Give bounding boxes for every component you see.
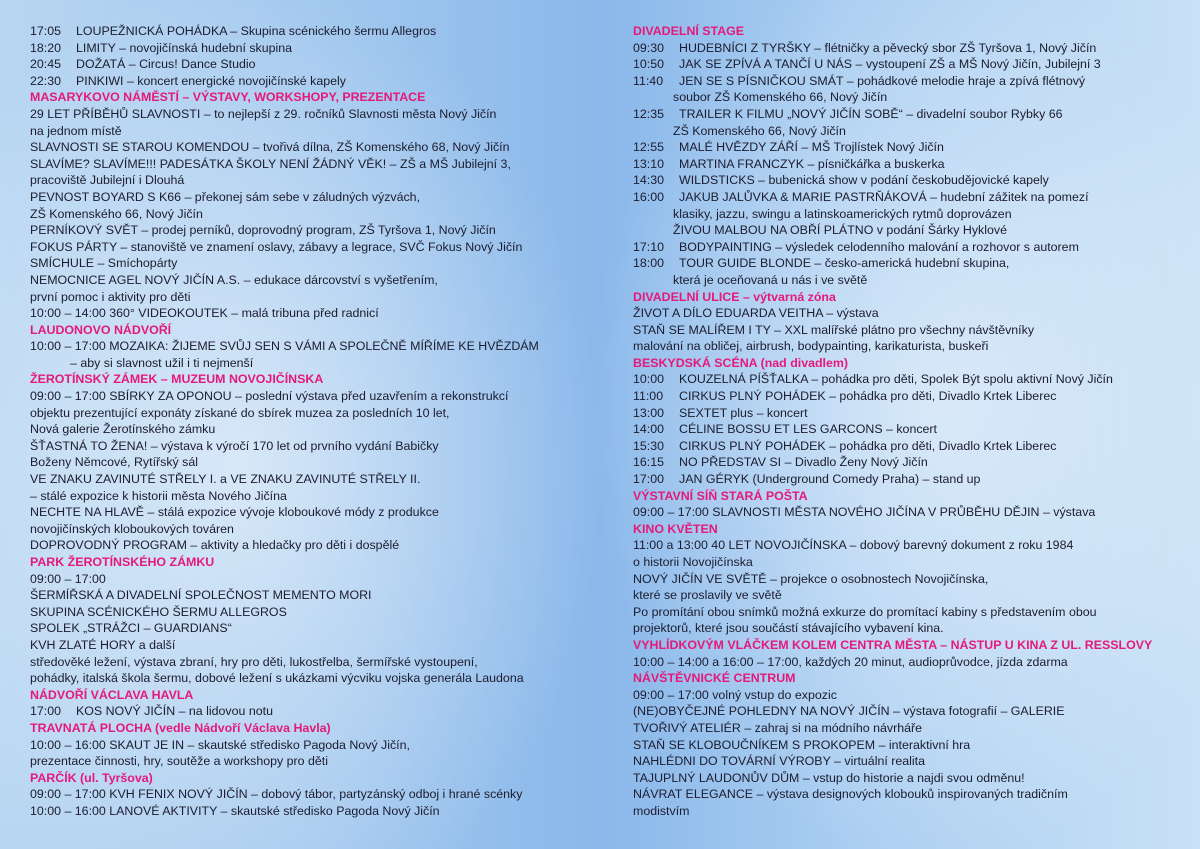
program-text: MALÉ HVĚZDY ZÁŘÍ – MŠ Trojlístek Nový Jičín xyxy=(679,140,944,155)
program-text: 09:00 – 17:00 volný vstup do expozic xyxy=(633,687,837,702)
program-item xyxy=(30,189,590,206)
program-item xyxy=(30,620,590,637)
program-item xyxy=(30,255,590,272)
program-text: TRAILER K FILMU „NOVÝ JIČÍN SOBĚ“ – divadelní soubor Rybky 66 xyxy=(679,106,1063,121)
section-heading: PARČÍK (ul. Tyršova) xyxy=(30,770,153,785)
program-text: které se proslavily ve světě xyxy=(633,588,782,603)
program-item xyxy=(633,123,1173,140)
program-item xyxy=(30,56,590,73)
section-heading: DIVADELNÍ ULICE – výtvarná zóna xyxy=(633,289,836,304)
program-item xyxy=(30,272,590,289)
section-heading: VYHLÍDKOVÝM VLÁČKEM KOLEM CENTRA MĚSTA – NÁSTUP U KINA Z UL. RESSLOVY xyxy=(633,637,1153,652)
program-text: o historii Novojičínska xyxy=(633,555,753,569)
program-text: NO PŘEDSTAV SI – Divadlo Ženy Nový Jičín xyxy=(679,455,928,470)
section-heading: BESKYDSKÁ SCÉNA (nad divadlem) xyxy=(633,355,849,370)
program-item xyxy=(30,172,590,189)
program-item xyxy=(633,172,1173,189)
program-time: 09:30 xyxy=(633,40,665,55)
program-text: 10:00 – 16:00 SKAUT JE IN – skautské středisko Pagoda Nový Jičín, xyxy=(30,737,410,752)
program-item xyxy=(633,770,1173,787)
program-time: 17:00 xyxy=(30,704,62,719)
program-item xyxy=(30,703,590,720)
program-text: KOS NOVÝ JIČÍN – na lidovou notu xyxy=(76,704,273,719)
program-text: Nová galerie Žerotínského zámku xyxy=(30,422,216,437)
program-text: ŠŤASTNÁ TO ŽENA! – výstava k výročí 170 let od prvního vydání Babičky xyxy=(30,438,439,453)
program-time: 15:30 xyxy=(633,438,665,453)
program-text: první pomoc i aktivity pro děti xyxy=(30,289,191,304)
section-heading: KINO KVĚTEN xyxy=(633,521,718,536)
program-text: TAJUPLNÝ LAUDONŮV DŮM – vstup do historie a najdi svou odměnu! xyxy=(633,770,1025,785)
program-item xyxy=(30,737,590,754)
program-item xyxy=(30,222,590,239)
program-text: JAK SE ZPÍVÁ A TANČÍ U NÁS – vystoupení ZŠ a MŠ Nový Jičín, Jubilejní 3 xyxy=(679,57,1101,72)
program-text: WILDSTICKS – bubenická show v podání českobudějovické kapely xyxy=(679,173,1049,188)
program-item xyxy=(30,488,590,505)
program-item xyxy=(30,786,590,803)
program-item xyxy=(30,206,590,223)
program-text: LIMITY – novojičínská hudební skupina xyxy=(76,40,293,55)
program-text: FOKUS PÁRTY – stanoviště ve znamení oslavy, zábavy a legrace, SVČ Fokus Nový Jičín xyxy=(30,239,523,254)
program-text: JAKUB JALŮVKA & MARIE PASTRŇÁKOVÁ – hudební zážitek na pomezí xyxy=(679,189,1089,204)
program-text: 09:00 – 17:00 KVH FENIX NOVÝ JIČÍN – dobový tábor, partyzánský odboj i hrané scénky xyxy=(30,787,523,802)
program-text: SMÍCHULE – Smíchopárty xyxy=(30,256,178,271)
program-text: STAŇ SE MALÍŘEM I TY – XXL malířské plátno pro všechny návštěvníky xyxy=(633,322,1035,337)
program-time: 16:15 xyxy=(633,455,665,470)
program-item xyxy=(30,571,590,588)
program-time: 11:40 xyxy=(633,73,664,88)
program-text: VE ZNAKU ZAVINUTÉ STŘELY I. a VE ZNAKU ZAVINUTÉ STŘELY II. xyxy=(30,472,421,487)
program-text: – stálé expozice k historii města Nového Jičína xyxy=(30,488,287,503)
program-time: 12:35 xyxy=(633,106,665,121)
program-item xyxy=(633,322,1173,339)
program-item xyxy=(633,106,1173,123)
section-heading: DIVADELNÍ STAGE xyxy=(633,24,745,38)
section-heading: TRAVNATÁ PLOCHA (vedle Nádvoří Václava Havla) xyxy=(30,720,331,735)
program-text: ŽIVOT A DÍLO EDUARDA VEITHA – výstava xyxy=(633,306,879,321)
program-time: 18:00 xyxy=(633,256,665,271)
program-text: Po promítání obou snímků možná exkurze do promítací kabiny s představením obou xyxy=(633,604,1097,619)
program-item xyxy=(30,537,590,554)
program-text: 09:00 – 17:00 SBÍRKY ZA OPONOU – poslední výstava před uzavřením a rekonstrukcí xyxy=(30,389,509,404)
program-text: JAN GÉRYK (Underground Comedy Praha) – stand up xyxy=(679,472,981,487)
program-item xyxy=(633,40,1173,57)
program-time: 18:20 xyxy=(30,40,62,55)
program-item xyxy=(30,338,590,355)
section-heading: NÁDVOŘÍ VÁCLAVA HAVLA xyxy=(30,687,194,702)
program-time: 17:10 xyxy=(633,239,665,254)
program-item xyxy=(30,388,590,405)
program-text: TOUR GUIDE BLONDE – česko-americká hudební skupina, xyxy=(679,256,1010,271)
program-item xyxy=(633,703,1173,720)
program-item xyxy=(30,421,590,438)
program-item xyxy=(633,604,1173,621)
program-text: NECHTE NA HLAVĚ – stálá expozice vývoje kloboukové módy z produkce xyxy=(30,505,439,520)
program-item xyxy=(30,438,590,455)
program-text: NOVÝ JIČÍN VE SVĚTĚ – projekce o osobnostech Novojičínska, xyxy=(633,571,989,586)
program-item xyxy=(30,670,590,687)
section-heading: ŽEROTÍNSKÝ ZÁMEK – MUZEUM NOVOJIČÍNSKA xyxy=(30,372,324,387)
program-text: CIRKUS PLNÝ POHÁDEK – pohádka pro děti, Divadlo Krtek Liberec xyxy=(679,389,1057,404)
program-text: ZŠ Komenského 66, Nový Jičín xyxy=(673,123,846,138)
program-item xyxy=(633,405,1173,422)
program-time: 17:00 xyxy=(633,472,665,487)
program-text: SPOLEK „STRÁŽCI – GUARDIANS“ xyxy=(30,621,232,636)
program-text: 29 LET PŘÍBĚHŮ SLAVNOSTI – to nejlepší z 29. ročníků Slavnosti města Nový Jičín xyxy=(30,106,497,121)
section-heading: NÁVŠTĚVNICKÉ CENTRUM xyxy=(633,671,796,686)
program-item xyxy=(30,239,590,256)
program-text: ZŠ Komenského 66, Nový Jičín xyxy=(30,206,203,221)
program-item xyxy=(633,388,1173,405)
program-item xyxy=(633,222,1173,239)
program-time: 13:00 xyxy=(633,405,665,420)
program-item xyxy=(30,471,590,488)
program-item xyxy=(30,305,590,322)
program-item xyxy=(633,753,1173,770)
program-text: SLAVNOSTI SE STAROU KOMENDOU – tvořivá dílna, ZŠ Komenského 68, Nový Jičín xyxy=(30,140,510,155)
program-item xyxy=(633,554,1173,571)
program-text: ŽIVOU MALBOU NA OBŘÍ PLÁTNO v podání Šárky Hyklové xyxy=(673,223,1007,238)
program-time: 14:00 xyxy=(633,422,665,437)
program-text: LOUPEŽNICKÁ POHÁDKA – Skupina scénického šermu Allegros xyxy=(76,24,437,38)
program-time: 16:00 xyxy=(633,189,665,204)
program-item xyxy=(633,56,1173,73)
program-item xyxy=(30,156,590,173)
program-text: středověké ležení, výstava zbraní, hry pro děti, lukostřelba, šermířské vystoupení, xyxy=(30,654,478,669)
program-item xyxy=(30,40,590,57)
program-text: pracoviště Jubilejní i Dlouhá xyxy=(30,173,185,188)
program-item xyxy=(633,438,1173,455)
program-text: Boženy Němcové, Rytířský sál xyxy=(30,455,199,470)
program-item xyxy=(633,272,1173,289)
program-text: SEXTET plus – koncert xyxy=(679,405,808,420)
program-text: 10:00 – 14:00 a 16:00 – 17:00, každých 20 minut, audioprůvodce, jízda zdarma xyxy=(633,654,1068,669)
program-text: KVH ZLATÉ HORY a další xyxy=(30,637,176,652)
program-item xyxy=(633,537,1173,554)
program-item xyxy=(633,504,1173,521)
program-item xyxy=(633,371,1173,388)
section-heading: LAUDONOVO NÁDVOŘÍ xyxy=(30,322,172,337)
program-time: 22:30 xyxy=(30,73,62,88)
program-item xyxy=(30,355,590,372)
section-heading: VÝSTAVNÍ SÍŇ STARÁ POŠTA xyxy=(633,488,808,503)
program-text: projektorů, které jsou součástí stávajícího vybavení kina. xyxy=(633,621,944,636)
program-text: na jednom místě xyxy=(30,123,122,138)
program-text: novojičínských kloboukových továren xyxy=(30,521,234,536)
program-time: 17:05 xyxy=(30,24,62,38)
program-text: – aby si slavnost užil i ti nejmenší xyxy=(70,355,254,370)
program-text: 10:00 – 17:00 MOZAIKA: ŽIJEME SVŮJ SEN S VÁMI A SPOLEČNĚ MÍŘÍME KE HVĚZDÁM xyxy=(30,339,539,354)
program-time: 14:30 xyxy=(633,173,665,188)
program-item xyxy=(30,139,590,156)
program-item xyxy=(30,23,590,40)
program-item xyxy=(30,604,590,621)
program-item xyxy=(30,73,590,90)
program-text: DOŽATÁ – Circus! Dance Studio xyxy=(76,57,256,72)
program-item xyxy=(633,338,1173,355)
program-text: prezentace činnosti, hry, soutěže a workshopy pro děti xyxy=(30,754,328,769)
program-text: 09:00 – 17:00 SLAVNOSTI MĚSTA NOVÉHO JIČÍNA V PRŮBĚHU DĚJIN – výstava xyxy=(633,505,1096,520)
program-time: 13:10 xyxy=(633,156,665,171)
program-item xyxy=(633,720,1173,737)
program-column-right xyxy=(633,23,1173,820)
program-text: TVOŘIVÝ ATELIÉR – zahraj si na módního návrháře xyxy=(633,720,923,735)
program-text: NEMOCNICE AGEL NOVÝ JIČÍN A.S. – edukace dárcovství s vyšetřením, xyxy=(30,272,438,287)
program-item xyxy=(633,587,1173,604)
program-text: SKUPINA SCÉNICKÉHO ŠERMU ALLEGROS xyxy=(30,604,287,619)
program-item xyxy=(30,803,590,820)
program-text: 09:00 – 17:00 xyxy=(30,571,106,586)
program-time: 11:00 xyxy=(633,389,664,404)
program-text: CIRKUS PLNÝ POHÁDEK – pohádka pro děti, Divadlo Krtek Liberec xyxy=(679,438,1057,453)
program-text: malování na obličej, airbrush, bodypainting, karikaturista, buskeři xyxy=(633,339,989,354)
program-item xyxy=(633,571,1173,588)
program-item xyxy=(633,255,1173,272)
program-item xyxy=(633,803,1173,820)
program-item xyxy=(633,454,1173,471)
program-item xyxy=(30,106,590,123)
program-item xyxy=(30,123,590,140)
program-text: ŠERMÍŘSKÁ A DIVADELNÍ SPOLEČNOST MEMENTO MORI xyxy=(30,588,372,603)
program-item xyxy=(633,305,1173,322)
program-item xyxy=(633,471,1173,488)
program-item xyxy=(633,239,1173,256)
program-item xyxy=(633,73,1173,90)
program-item xyxy=(30,654,590,671)
program-text: 10:00 – 14:00 360° VIDEOKOUTEK – malá tribuna před radnicí xyxy=(30,306,379,321)
program-time: 12:55 xyxy=(633,140,665,155)
program-text: BODYPAINTING – výsledek celodenního malování a rozhovor s autorem xyxy=(679,239,1079,254)
program-item xyxy=(633,421,1173,438)
program-text: PEVNOST BOYARD S K66 – překonej sám sebe v záludných výzvách, xyxy=(30,189,421,204)
program-text: modistvím xyxy=(633,803,690,818)
program-text: CÉLINE BOSSU ET LES GARCONS – koncert xyxy=(679,422,937,437)
program-item xyxy=(633,156,1173,173)
program-text: JEN SE S PÍSNIČKOU SMÁT – pohádkové melodie hraje a zpívá flétnový xyxy=(679,73,1086,88)
program-column-left xyxy=(30,23,590,820)
program-text: STAŇ SE KLOBOUČNÍKEM S PROKOPEM – interaktivní hra xyxy=(633,737,971,752)
program-time: 20:45 xyxy=(30,57,62,72)
program-text: která je oceňovaná u nás i ve světě xyxy=(673,272,868,287)
program-text: soubor ZŠ Komenského 66, Nový Jičín xyxy=(673,90,888,105)
program-text: (NE)OBYČEJNÉ POHLEDNY NA NOVÝ JIČÍN – výstava fotografií – GALERIE xyxy=(633,704,1065,719)
program-text: 11:00 a 13:00 40 LET NOVOJIČÍNSKA – dobový barevný dokument z roku 1984 xyxy=(633,538,1074,553)
program-text: NÁVRAT ELEGANCE – výstava designových klobouků inspirovaných tradičním xyxy=(633,787,1068,802)
program-item xyxy=(30,504,590,521)
program-text: NAHLÉDNI DO TOVÁRNÍ VÝROBY – virtuální realita xyxy=(633,754,925,769)
program-text: objektu prezentující exponáty získané do sbírek muzea za posledních 10 let, xyxy=(30,405,450,420)
program-item xyxy=(633,139,1173,156)
program-item xyxy=(30,454,590,471)
program-item xyxy=(30,587,590,604)
program-item xyxy=(633,89,1173,106)
program-text: PINKIWI – koncert energické novojičínské kapely xyxy=(76,73,346,88)
program-text: MARTINA FRANCZYK – písničkářka a buskerka xyxy=(679,156,945,171)
program-time: 10:50 xyxy=(633,57,665,72)
program-text: pohádky, italská škola šermu, dobové ležení s ukázkami výcviku vojska generála Laudona xyxy=(30,671,524,686)
program-item xyxy=(633,687,1173,704)
program-text: DOPROVODNÝ PROGRAM – aktivity a hledačky pro děti i dospělé xyxy=(30,538,400,553)
program-item xyxy=(633,737,1173,754)
program-item xyxy=(30,521,590,538)
program-item xyxy=(30,637,590,654)
program-item xyxy=(633,654,1173,671)
program-item xyxy=(633,620,1173,637)
program-text: SLAVÍME? SLAVÍME!!! PADESÁTKA ŠKOLY NENÍ ŽÁDNÝ VĚK! – ZŠ a MŠ Jubilejní 3, xyxy=(30,156,511,171)
program-text: HUDEBNÍCI Z TYRŠKY – flétničky a pěvecký sbor ZŠ Tyršova 1, Nový Jičín xyxy=(679,40,1097,55)
program-text: KOUZELNÁ PÍŠŤALKA – pohádka pro děti, Spolek Být spolu aktivní Nový Jičín xyxy=(679,372,1113,387)
program-text: 10:00 – 16:00 LANOVÉ AKTIVITY – skautské středisko Pagoda Nový Jičín xyxy=(30,803,440,818)
section-heading: PARK ŽEROTÍNSKÉHO ZÁMKU xyxy=(30,555,215,569)
program-time: 10:00 xyxy=(633,372,665,387)
program-item xyxy=(633,206,1173,223)
program-item xyxy=(30,289,590,306)
section-heading: MASARYKOVO NÁMĚSTÍ – VÝSTAVY, WORKSHOPY, PREZENTACE xyxy=(30,90,426,105)
program-text: klasiky, jazzu, swingu a latinskoamerických rytmů doprovázen xyxy=(673,206,1012,221)
program-item xyxy=(633,189,1173,206)
program-item xyxy=(30,753,590,770)
program-text: PERNÍKOVÝ SVĚT – prodej perníků, doprovodný program, ZŠ Tyršova 1, Nový Jičín xyxy=(30,223,496,238)
program-item xyxy=(633,786,1173,803)
program-item xyxy=(30,405,590,422)
